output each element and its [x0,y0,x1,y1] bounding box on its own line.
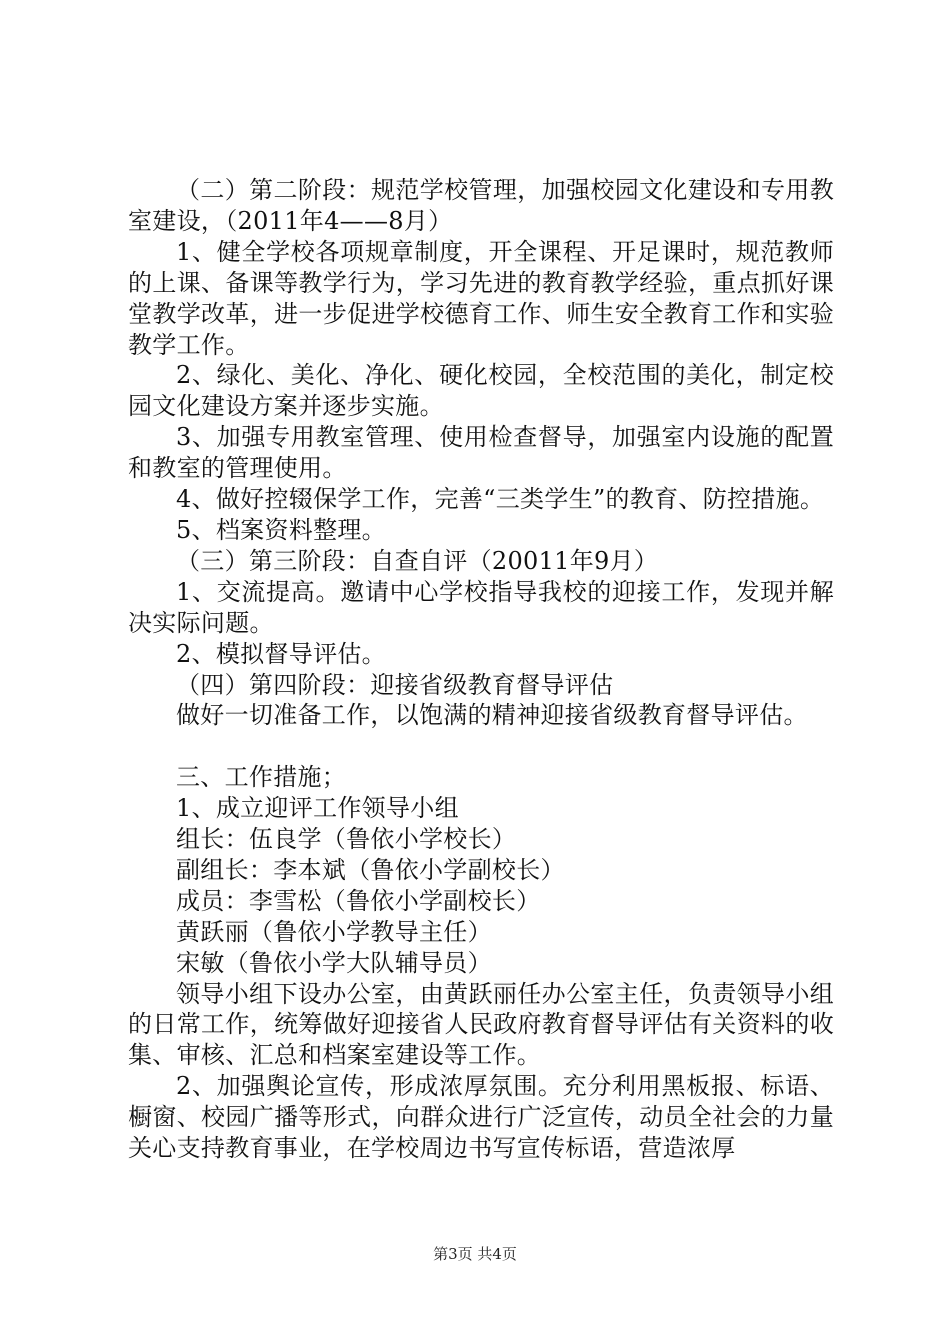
paragraph-item-9: 1、成立迎评工作领导小组 [176,794,459,823]
paragraph-item-6: 1、交流提高。邀请中心学校指导我校的迎接工作，发现并解决实际问题。 [128,577,834,637]
paragraph-item-3: 3、加强专用教室管理、使用检查督导，加强室内设施的配置和教室的管理使用。 [128,423,834,483]
paragraph-item-10: 领导小组下设办公室，由黄跃丽任办公室主任，负责领导小组的日常工作，统筹做好迎接省人民政府教育督导评估有关资料的收集、审核、汇总和档案室建设等工作。 [128,979,834,1070]
member-line: 成员：李雪松（鲁依小学副校长） [176,886,541,915]
section-heading-measures: 三、工作措施； [176,763,347,792]
paragraph-item-1: 1、健全学校各项规章制度，开全课程、开足课时，规范教师的上课、备课等教学行为，学习先进的教育教学经验，重点抓好课堂教学改革，进一步促进学校德育工作、师生安全教育工作和实验教学工作。 [128,237,834,359]
document-body [128,175,834,1164]
paragraph-item-11: 2、加强舆论宣传，形成浓厚氛围。充分利用黑板报、标语、橱窗、校园广播等形式，向群众进行广泛宣传，动员全社会的力量关心支持教育事业，在学校周边书写宣传标语，营造浓厚 [128,1072,834,1163]
paragraph-item-7: 2、模拟督导评估。 [176,639,386,668]
member-line: 宋敏（鲁依小学大队辅导员） [176,948,492,977]
section-heading-stage-4: （四）第四阶段：迎接省级教育督导评估 [176,670,614,699]
paragraph-item-5: 5、档案资料整理。 [176,515,386,544]
section-heading-stage-2: （二）第二阶段：规范学校管理，加强校园文化建设和专用教室建设，（2011年4——8月） [128,176,834,235]
deputy-leader-line: 副组长：李本斌（鲁依小学副校长） [176,855,565,884]
leader-line: 组长：伍良学（鲁依小学校长） [176,825,517,854]
paragraph-item-2: 2、绿化、美化、净化、硬化校园，全校范围的美化，制定校园文化建设方案并逐步实施。 [128,361,834,421]
section-heading-stage-3: （三）第三阶段：自查自评（20011年9月） [176,546,659,575]
page-number-footer: 第3页 共4页 [433,1245,517,1263]
member-line: 黄跃丽（鲁依小学教导主任） [176,917,492,946]
paragraph-item-4: 4、做好控辍保学工作，完善“三类学生”的教育、防控措施。 [176,485,825,514]
paragraph-item-8: 做好一切准备工作，以饱满的精神迎接省级教育督导评估。 [176,701,808,730]
blank-line [128,731,834,762]
